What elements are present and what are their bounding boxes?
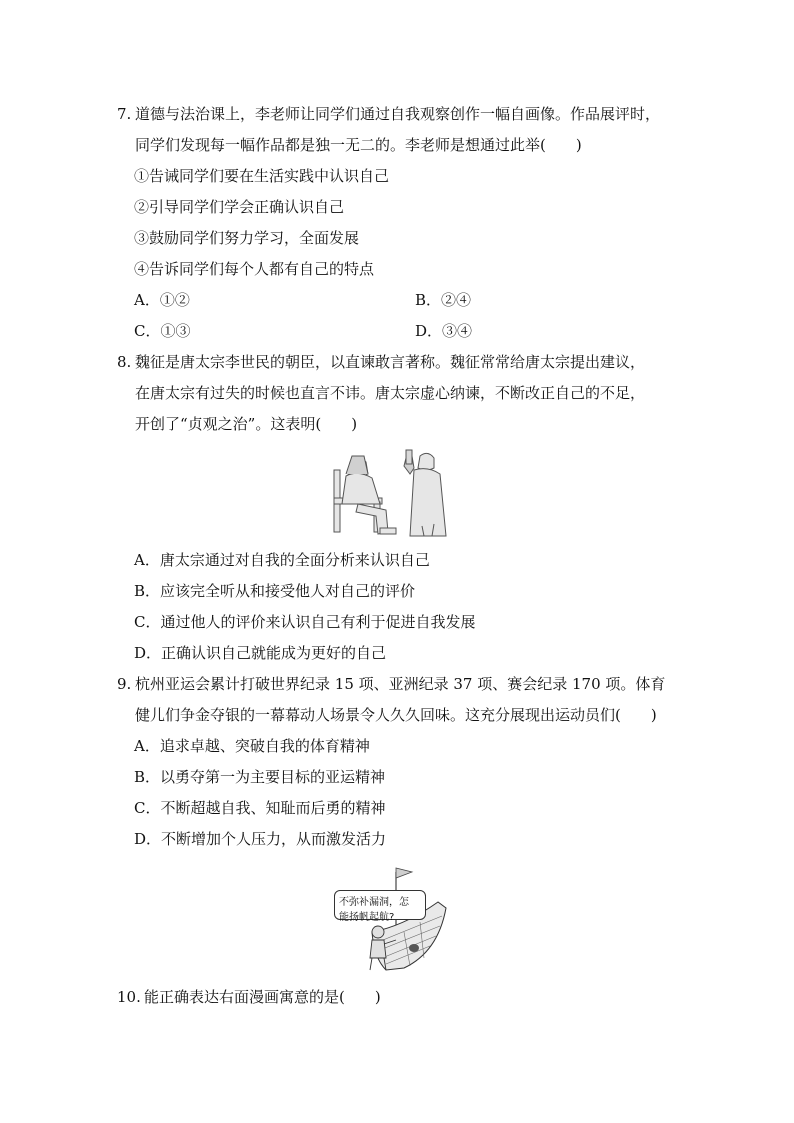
q7-option-d: D．③④ — [415, 322, 473, 340]
boat-cartoon — [334, 862, 464, 976]
q9-number: 9. — [117, 675, 132, 693]
q8-option-d: D．正确认识自己就能成为更好的自己 — [134, 644, 387, 662]
q8-stem-line-2: 在唐太宗有过失的时候也直言不讳。唐太宗虚心纳谏，不断改正自己的不足， — [135, 384, 646, 402]
q7-stem-line-2: 同学们发现每一幅作品都是独一无二的。李老师是想通过此举( ) — [135, 136, 582, 154]
q7-number: 7. — [117, 105, 132, 123]
q8-option-a: A．唐太宗通过对自我的全面分析来认识自己 — [134, 551, 430, 569]
q8-stem-line-3: 开创了“贞观之治”。这表明( ) — [135, 415, 358, 433]
q10-number: 10. — [117, 988, 141, 1006]
q8-option-c: C．通过他人的评价来认识自己有利于促进自我发展 — [134, 613, 476, 631]
q9-option-a: A．追求卓越、突破自我的体育精神 — [134, 737, 370, 755]
q10-stem-line-1: 能正确表达右面漫画寓意的是( ) — [144, 988, 381, 1006]
q7-stem-line-1: 道德与法治课上，李老师让同学们通过自我观察创作一幅自画像。作品展评时， — [135, 105, 661, 123]
q7-item-4: ④告诉同学们每个人都有自己的特点 — [134, 260, 375, 278]
speech-bubble — [334, 890, 426, 923]
q7-item-1: ①告诫同学们要在生活实践中认识自己 — [134, 167, 390, 185]
q9-option-b: B．以勇夺第一为主要目标的亚运精神 — [134, 768, 386, 786]
q8-option-b: B．应该完全听从和接受他人对自己的评价 — [134, 582, 416, 600]
q9-stem-line-2: 健儿们争金夺银的一幕幕动人场景令人久久回味。这充分展现出运动员们( ) — [135, 706, 657, 724]
speech-bubble-line-1: 不弥补漏洞，怎 — [339, 897, 409, 908]
q8-number: 8. — [117, 353, 132, 371]
q8-stem-line-1: 魏征是唐太宗李世民的朝臣，以直谏敢言著称。魏征常常给唐太宗提出建议， — [135, 353, 646, 371]
emperor-minister-illustration — [328, 446, 454, 540]
speech-bubble-line-2: 能扬帆起航? — [339, 912, 395, 923]
q9-stem-line-1: 杭州亚运会累计打破世界纪录 15 项、亚洲纪录 37 项、赛会纪录 170 项。体育 — [135, 675, 666, 693]
q7-option-b: B．②④ — [415, 291, 472, 309]
q9-option-c: C．不断超越自我、知耻而后勇的精神 — [134, 799, 386, 817]
q7-item-2: ②引导同学们学会正确认识自己 — [134, 198, 345, 216]
q9-option-d: D．不断增加个人压力，从而激发活力 — [134, 830, 387, 848]
q7-option-c: C．①③ — [134, 322, 191, 340]
q7-item-3: ③鼓励同学们努力学习，全面发展 — [134, 229, 360, 247]
q7-option-a: A．①② — [134, 291, 190, 309]
